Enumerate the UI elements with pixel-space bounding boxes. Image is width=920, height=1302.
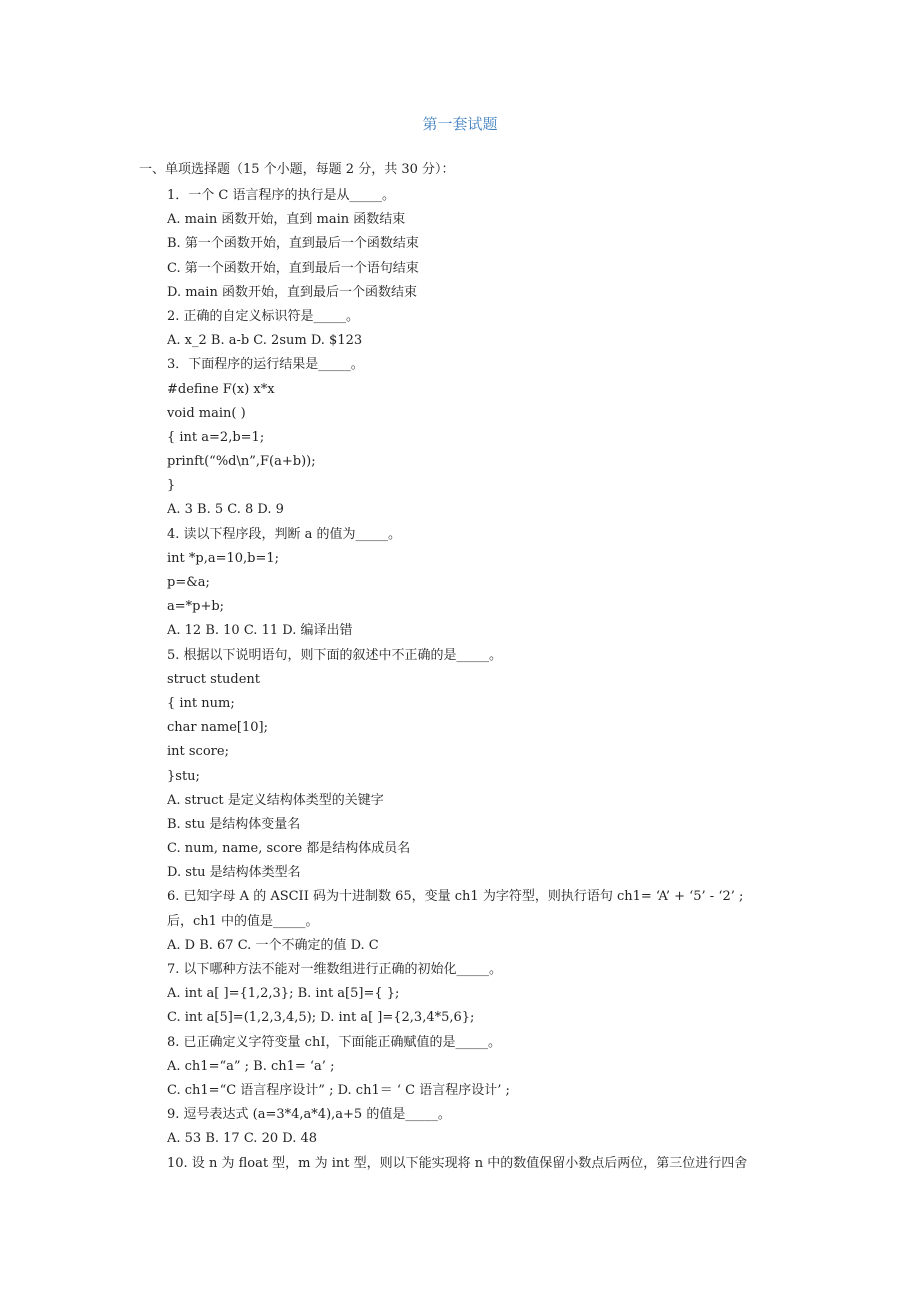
code-line: p=&a;	[167, 575, 210, 590]
question-option: A. 53 B. 17 C. 20 D. 48	[167, 1131, 318, 1147]
question-option: B. 第一个函数开始，直到最后一个函数结束	[167, 236, 419, 252]
code-line: prinft(“%d\n”,F(a+b));	[167, 454, 316, 470]
question-option: D. stu 是结构体类型名	[167, 865, 301, 881]
code-line: }stu;	[167, 768, 200, 784]
question-option: A. 3 B. 5 C. 8 D. 9	[167, 502, 284, 518]
question-line: 8. 已正确定义字符变量 chI，下面能正确赋值的是_____。	[167, 1034, 501, 1050]
question-line: 3．下面程序的运行结果是_____。	[167, 357, 364, 373]
question-line: 4. 读以下程序段，判断 a 的值为_____。	[167, 526, 402, 542]
question-line: 6. 已知字母 A 的 ASCII 码为十进制数 65，变量 ch1 为字符型，则执行语句 ch1= ‘A’ + ‘5’ - ‘2’ ;	[167, 889, 744, 905]
question-option: A. ch1=“a” ; B. ch1= ‘a’ ;	[167, 1058, 335, 1074]
question-option: A. D B. 67 C. 一个不确定的值 D. C	[167, 937, 379, 953]
code-line: struct student	[167, 671, 260, 687]
question-lines	[167, 184, 867, 1176]
question-line: 7. 以下哪种方法不能对一维数组进行正确的初始化_____。	[167, 962, 503, 977]
question-option: B. stu 是结构体变量名	[167, 816, 301, 832]
code-line: void main( )	[167, 405, 246, 421]
question-option: C. 第一个函数开始，直到最后一个语句结束	[167, 260, 419, 276]
code-line: char name[10];	[167, 720, 268, 736]
question-option: C. int a[5]=(1,2,3,4,5); D. int a[ ]={2,3,4*5,6};	[167, 1010, 475, 1026]
code-line: { int num;	[167, 695, 235, 711]
document-title: 第一套试题	[422, 115, 498, 133]
question-line: 9. 逗号表达式 (a=3*4,a*4),a+5 的值是_____。	[167, 1107, 451, 1123]
question-line-continued: 后，ch1 中的值是_____。	[167, 913, 319, 929]
code-line: #define F(x) x*x	[167, 381, 275, 397]
code-line: a=*p+b;	[167, 599, 225, 615]
code-line: int score;	[167, 744, 229, 760]
code-line: }	[167, 478, 176, 494]
code-line: { int a=2,b=1;	[167, 429, 265, 445]
question-option: A. 12 B. 10 C. 11 D. 编译出错	[167, 623, 353, 639]
code-line: int *p,a=10,b=1;	[167, 550, 280, 566]
question-option: A. main 函数开始，直到 main 函数结束	[167, 212, 406, 228]
question-option: A. struct 是定义结构体类型的关键字	[167, 792, 384, 808]
question-option: A. int a[ ]={1,2,3}; B. int a[5]={ };	[167, 986, 400, 1002]
section-heading: 一、单项选择题（15 个小题，每题 2 分，共 30 分）：	[139, 162, 455, 177]
question-line: 5. 根据以下说明语句，则下面的叙述中不正确的是_____。	[167, 647, 503, 663]
question-option: D. main 函数开始，直到最后一个函数结束	[167, 284, 417, 300]
question-line: 10. 设 n 为 float 型，m 为 int 型，则以下能实现将 n 中的数值保留小数点后两位，第三位进行四舍	[167, 1155, 748, 1171]
question-option: A. x_2 B. a-b C. 2sum D. $123	[167, 333, 363, 349]
question-line: 1．一个 C 语言程序的执行是从_____。	[167, 188, 395, 203]
question-option: C. ch1=“C 语言程序设计” ; D. ch1＝ ‘ C 语言程序设计’ ;	[167, 1082, 510, 1098]
question-line: 2. 正确的自定义标识符是_____。	[167, 308, 360, 324]
question-option: C. num, name, score 都是结构体成员名	[167, 841, 411, 857]
